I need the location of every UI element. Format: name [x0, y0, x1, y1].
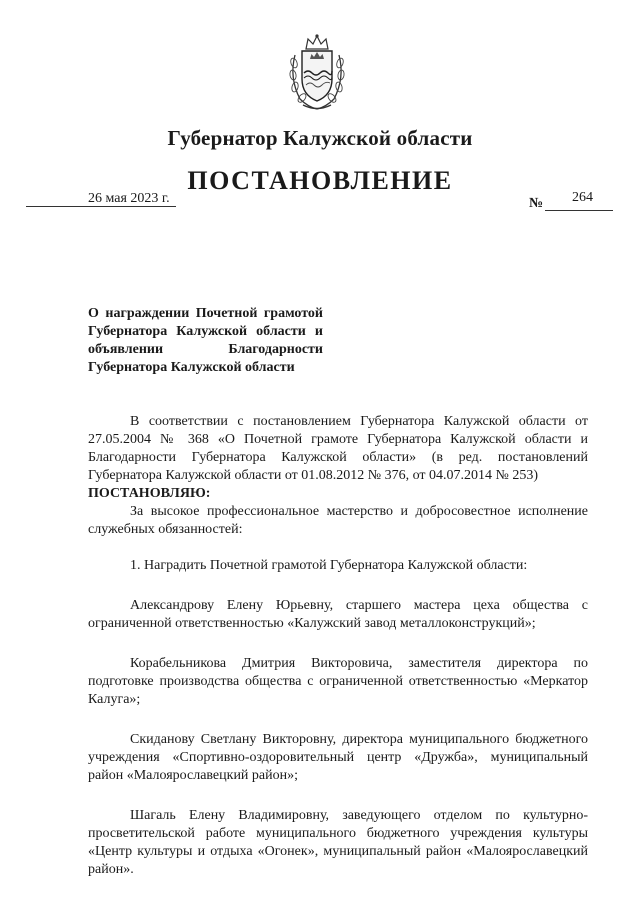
document-subject: О награждении Почетной грамотой Губернатора Калужской области и объявлении Благодарности Губернатора Калужской области: [88, 306, 323, 375]
reason-paragraph: За высокое профессиональное мастерство и добросовестное исполнение служебных обязанностей:: [88, 504, 588, 537]
document-body: [88, 413, 588, 879]
awardee-paragraph: Александрову Елену Юрьевну, старшего мастера цеха общества с ограниченной ответственностью «Калужский завод металлоконструкций»;: [88, 598, 588, 631]
awardee-paragraph: Скиданову Светлану Викторовну, директора муниципального бюджетного учреждения «Спортивно-оздоровительный центр «Дружба», муниципальный район «Малоярославецкий район»;: [88, 732, 588, 783]
number-underline: [545, 210, 613, 211]
issuing-authority: Губернатор Калужской области: [167, 126, 473, 150]
coat-of-arms-icon: [286, 33, 348, 113]
awardee-paragraph: Корабельникова Дмитрия Викторовича, заместителя директора по подготовке производства общества с ограниченной ответственностью «Меркатор Калуга»;: [88, 656, 588, 707]
document-date: 26 мая 2023 г.: [88, 191, 170, 206]
number-sign: №: [529, 196, 544, 211]
awardee-paragraph: Шагаль Елену Владимировну, заведующего отделом по культурно-просветительской работе муниципального бюджетного учреждения культуры «Центр культуры и отдыха «Огонек», муниципальный район «Малоярославецкий район».: [88, 808, 588, 877]
preamble-paragraph: В соответствии с постановлением Губернатора Калужской области от 27.05.2004 № 368 «О Почетной грамоте Губернатора Калужской области и Благодарности Губернатора Калужской области» (в ред. постановлений Губернатора Калужской области от 01.08.2012 № 376, от 04.07.2014 № 253): [88, 414, 588, 483]
document-number: 264: [572, 190, 593, 205]
item-1-heading: 1. Наградить Почетной грамотой Губернатора Калужской области:: [130, 558, 528, 573]
document-type: ПОСТАНОВЛЕНИЕ: [187, 166, 453, 195]
decree-word: ПОСТАНОВЛЯЮ:: [88, 486, 211, 501]
date-underline: [26, 206, 176, 207]
